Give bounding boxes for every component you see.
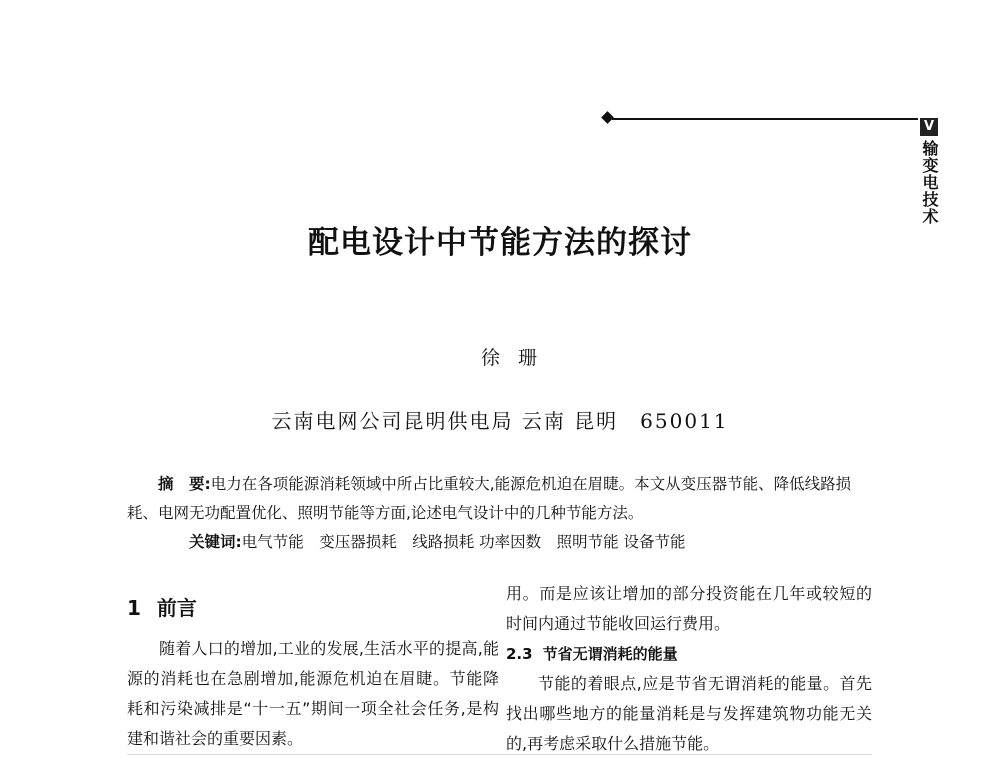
right-column (506, 579, 872, 759)
page-bottom-edge (127, 754, 872, 755)
column-label: 输变电技术 (920, 140, 939, 225)
header-rule (612, 118, 918, 120)
column-tag (918, 118, 940, 225)
article-author: 徐珊 (480, 347, 555, 369)
subsection-title: 节省无谓消耗的能量 (542, 645, 678, 663)
subsection-paragraph: 节能的着眼点,应是节省无谓消耗的能量。首先找出哪些地方的能量消耗是与发挥建筑物功能无关的,再考虑采取什么措施节能。 (506, 674, 872, 753)
left-column (127, 592, 499, 754)
section-heading-introduction (127, 592, 499, 624)
article-title: 配电设计中节能方法的探讨 (308, 225, 692, 261)
carryover-paragraph: 用。而是应该让增加的部分投资能在几年或较短的时间内通过节能收回运行费用。 (506, 584, 872, 633)
column-mark-icon: V (920, 118, 938, 136)
article-affiliation: 云南电网公司昆明供电局 云南 昆明 650011 (271, 409, 729, 433)
introduction-paragraph: 随着人口的增加,工业的发展,生活水平的提高,能源的消耗也在急剧增加,能源危机迫在眉睫。节能降耗和污染减排是“十一五”期间一项全社会任务,是构建和谐社会的重要因素。 (127, 639, 499, 748)
abstract-label: 摘 要: (158, 475, 211, 493)
abstract-paragraph (127, 470, 872, 528)
section-number: 1 (127, 596, 141, 620)
subsection-heading (506, 639, 872, 669)
keywords-label: 关键词: (189, 533, 242, 551)
abstract-block (127, 470, 872, 557)
keywords-line (127, 528, 872, 557)
subsection-number: 2.3 (506, 645, 533, 663)
abstract-text: 电力在各项能源消耗领域中所占比重较大,能源危机迫在眉睫。本文从变压器节能、降低线路损耗、电网无功配置优化、照明节能等方面,论述电气设计中的几种节能方法。 (127, 475, 852, 522)
section-title: 前言 (156, 596, 197, 620)
keywords-text: 电气节能 变压器损耗 线路损耗 功率因数 照明节能 设备节能 (241, 533, 686, 551)
